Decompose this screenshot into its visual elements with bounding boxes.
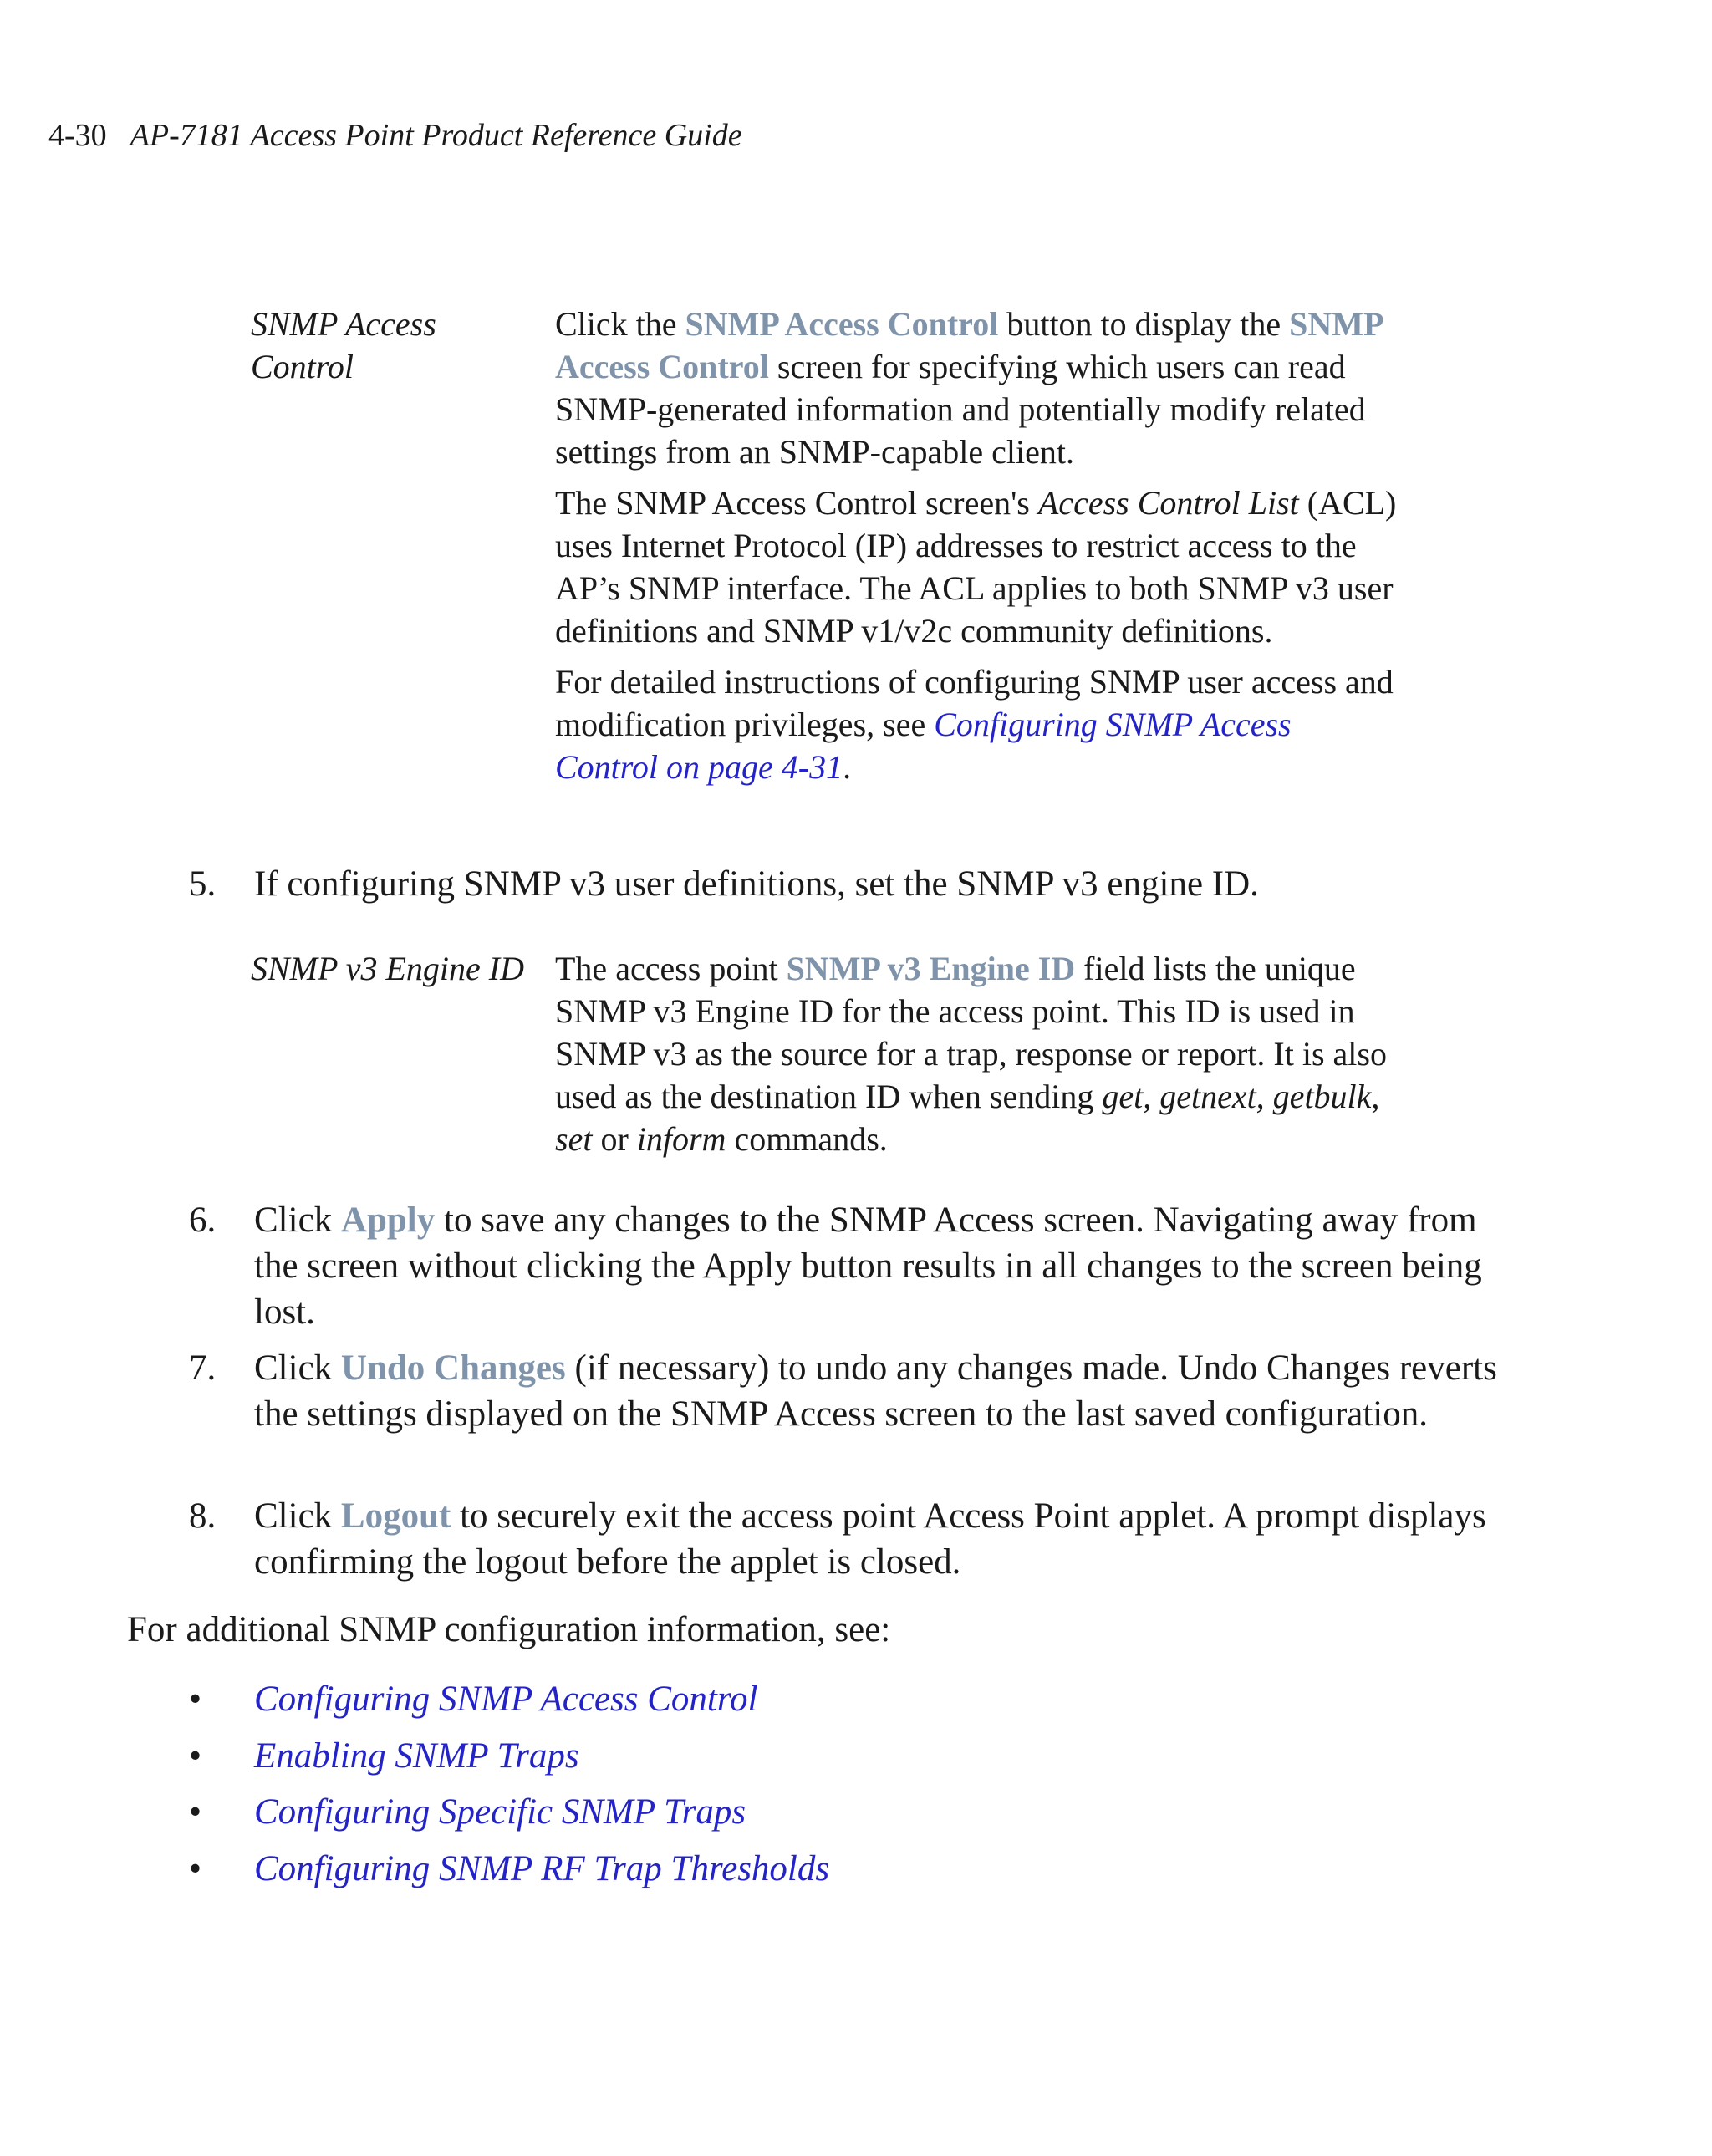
emphasis: get, getnext, getbulk [1102, 1078, 1372, 1115]
text: Click [254, 1200, 341, 1240]
link-configuring-snmp-rf-trap-thresholds[interactable]: Configuring SNMP RF Trap Thresholds [254, 1848, 830, 1888]
text: (if necessary) to undo any changes made. Undo Changes reverts the settings displayed on the SNMP Access screen to the last saved configuration. [254, 1348, 1497, 1434]
logout-button-label: Logout [340, 1496, 451, 1536]
text: to save any changes to the SNMP Access screen. Navigating away from the screen without clicking the Apply button results in all changes to the screen being lost. [254, 1200, 1482, 1332]
paragraph [555, 947, 1399, 1160]
running-header [48, 117, 742, 154]
bullet: • [189, 1848, 202, 1888]
paragraph [555, 660, 1399, 788]
document-title: AP-7181 Access Point Product Reference Guide [130, 118, 742, 153]
text: to securely exit the access point Access Point applet. A prompt displays confirming the logout before the applet is closed. [254, 1496, 1486, 1582]
step-6 [189, 1197, 1526, 1335]
text: . [843, 748, 852, 786]
paragraph [555, 482, 1399, 652]
text: button to display the [998, 305, 1290, 343]
step-number: 7. [189, 1348, 217, 1388]
step-8 [189, 1493, 1526, 1585]
text: Click [254, 1496, 341, 1536]
emphasis: set [555, 1120, 593, 1158]
step-text [254, 1345, 1526, 1437]
link-configuring-snmp-access-control[interactable]: Configuring SNMP Access Control [254, 1679, 758, 1719]
link-configuring-specific-snmp-traps[interactable]: Configuring Specific SNMP Traps [254, 1792, 746, 1832]
text: Click [254, 1348, 341, 1388]
definition-term: SNMP v3 Engine ID [251, 950, 524, 987]
text: , [1371, 1078, 1380, 1115]
link-enabling-snmp-traps[interactable]: Enabling SNMP Traps [254, 1736, 579, 1776]
bullet: • [189, 1679, 202, 1719]
bullet: • [189, 1792, 202, 1832]
text: The access point [555, 950, 787, 987]
text: Click the [555, 305, 685, 343]
emphasis: Access Control List [1037, 484, 1299, 522]
text: (ACL) uses Internet Protocol (IP) addresses to restrict access to the AP’s SNMP interface. The ACL applies to both SNMP v3 user definitions and SNMP v1/v2c community definitions. [555, 484, 1397, 650]
text: or [592, 1120, 637, 1158]
text: For detailed instructions of configuring SNMP user access and modification privileges, see [555, 663, 1394, 743]
term-line-1: SNMP Access [251, 305, 436, 343]
additional-info-lead: For additional SNMP configuration information, see: [127, 1610, 891, 1649]
step-7 [189, 1345, 1526, 1437]
definition-body [555, 303, 1399, 797]
page-number: 4-30 [48, 118, 107, 153]
ui-label: SNMP Access Control [685, 305, 999, 343]
text: commands. [726, 1120, 888, 1158]
apply-button-label: Apply [340, 1200, 436, 1240]
ui-label: SNMP v3 Engine ID [786, 950, 1076, 987]
step-number: 6. [189, 1200, 217, 1240]
step-number: 5. [189, 864, 217, 904]
emphasis: inform [636, 1120, 726, 1158]
step-number: 8. [189, 1496, 217, 1536]
bullet: • [189, 1736, 202, 1776]
step-text [254, 1197, 1526, 1335]
text: field lists the unique SNMP v3 Engine ID for the access point. This ID is used in SNMP v3 as the source for a trap, response or report. It is also used as the destination ID when sending [555, 950, 1387, 1115]
cross-reference-link[interactable]: Configuring SNMP Access Control on page 4-31 [555, 706, 1292, 786]
definition-body [555, 947, 1399, 1169]
step-text [254, 1493, 1526, 1585]
step-text: If configuring SNMP v3 user definitions, set the SNMP v3 engine ID. [254, 864, 1259, 904]
paragraph [555, 303, 1399, 473]
text: The SNMP Access Control screen's [555, 484, 1038, 522]
term-line-2: Control [251, 348, 354, 385]
text: screen for specifying which users can read SNMP-generated information and potentially modify related settings from an SNMP-capable client. [555, 348, 1366, 471]
definition-term [251, 303, 552, 388]
undo-changes-button-label: Undo Changes [340, 1348, 566, 1388]
ui-label: SNMP Access Control [555, 305, 1383, 385]
step-5 [189, 861, 1526, 907]
